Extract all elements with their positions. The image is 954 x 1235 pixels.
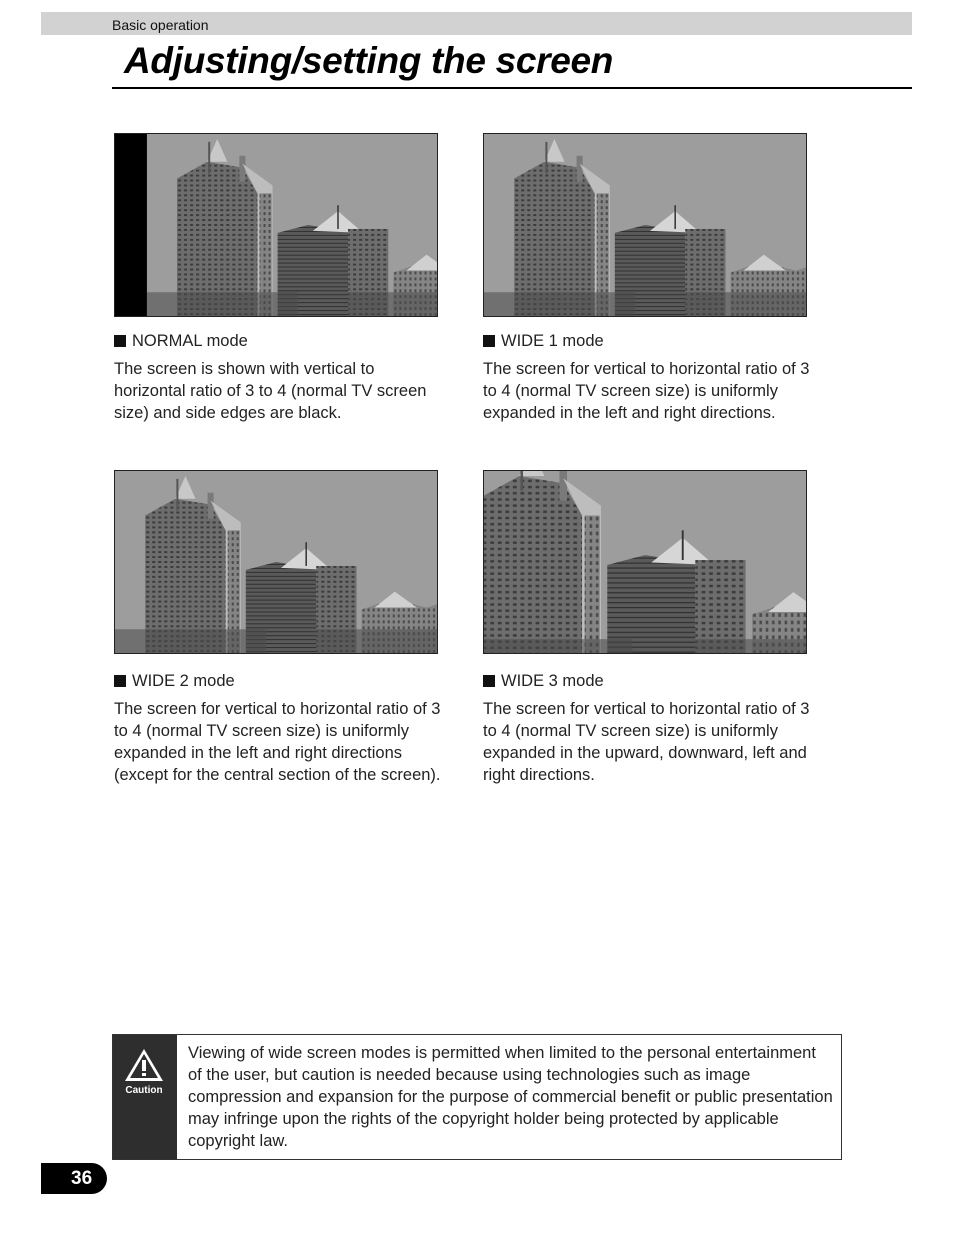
- normal-mode-heading: NORMAL mode: [114, 332, 248, 351]
- page-number: 36: [71, 1168, 93, 1189]
- section-label: Basic operation: [112, 17, 209, 33]
- wide2-mode-photo: [114, 470, 438, 654]
- page-title: Adjusting/setting the screen: [124, 40, 614, 81]
- bullet-square-icon: [483, 335, 495, 347]
- caution-triangle-icon: [123, 1047, 165, 1083]
- wide3-mode-heading: WIDE 3 mode: [483, 672, 604, 691]
- bullet-square-icon: [114, 675, 126, 687]
- wide1-mode-description: The screen for vertical to horizontal ratio of 3 to 4 (normal TV screen size) is uniformly expanded in the left and right directions.: [483, 360, 810, 422]
- wide1-mode-heading: WIDE 1 mode: [483, 332, 604, 351]
- bullet-square-icon: [114, 335, 126, 347]
- wide3-mode-description: The screen for vertical to horizontal ratio of 3 to 4 (normal TV screen size) is uniformly expanded in the upward, downward, left and right directions.: [483, 700, 810, 784]
- bullet-square-icon: [483, 675, 495, 687]
- wide2-mode-heading: WIDE 2 mode: [114, 672, 235, 691]
- normal-mode-description: The screen is shown with vertical to horizontal ratio of 3 to 4 (normal TV screen size) and side edges are black.: [114, 360, 427, 422]
- caution-box: [112, 1034, 842, 1160]
- caution-text: Viewing of wide screen modes is permitted when limited to the personal entertainment of the user, but caution is needed because using technologies such as image compression and expansion for the purpose of commercial benefit or public presentation may infringe upon the rights of the copyright holder being protected by applicable copyright law.: [188, 1044, 833, 1150]
- wide1-mode-photo: [483, 133, 807, 317]
- header-bar: [41, 12, 912, 35]
- caution-label: Caution: [125, 1085, 163, 1096]
- wide3-mode-photo: [483, 470, 807, 654]
- caution-sidebar: [113, 1035, 177, 1159]
- normal-mode-photo: [114, 133, 438, 317]
- title-underline: [112, 87, 912, 89]
- wide2-mode-description: The screen for vertical to horizontal ratio of 3 to 4 (normal TV screen size) is uniformly expanded in the left and right directions (except for the central section of the screen).: [114, 700, 441, 784]
- page-number-tab: [41, 1163, 107, 1194]
